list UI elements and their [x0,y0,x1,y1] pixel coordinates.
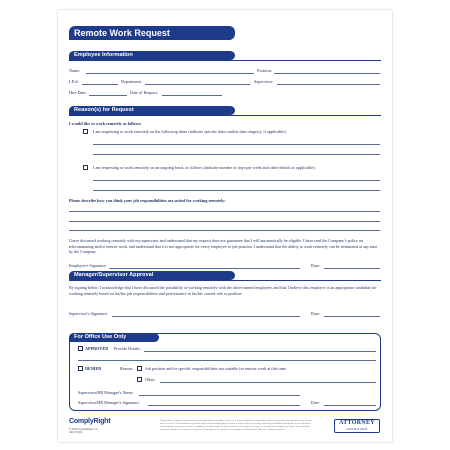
manager-approval-heading: Manager/Supervisor Approval [69,271,235,280]
id-field[interactable] [82,84,118,85]
hr-date-label: Date: [311,400,321,405]
form-title: Remote Work Request [69,26,235,40]
denied-checkbox[interactable] [78,366,83,371]
department-field[interactable] [145,84,250,85]
hr-name-label: Supervisor/HR Manager's Name: [78,390,134,395]
acknowledgement-text: I have discussed working remotely with my supervisor and understand that my request does not guarantee that I will automatically be eligible. I have read the Company's policy on telecommuting and/or remote work, and understand that it is not appropriate for every employee or job position. I understand that the ability to work remotely can be terminated at any time by the Company. [69,238,378,255]
position-label: Position: [257,68,272,73]
attorney-badge-text: ATTORNEY [339,420,375,426]
specific-dates-label: I am requesting to work remotely on the following dates (indicate specific dates and/or date range(s), if applicable): [93,129,287,134]
copyright-text: © 2016 ComplyRight, Inc. [69,428,99,431]
reasons-intro: I would like to work remotely as follows: [69,121,142,126]
employee-signature-label: Employee's Signature: [69,263,107,268]
approved-label: APPROVED [85,346,109,351]
hr-signature-label: Supervisor/HR Manager's Signature: [78,400,140,405]
reason-label: Reason: [120,366,134,371]
position-field[interactable] [274,73,380,74]
describe-prompt: Please describe how you think your job responsibilities are suited for working remotely: [69,198,226,203]
form-number: A0173 (NS) [69,431,83,434]
hr-signature-field[interactable] [148,405,300,406]
manager-statement: By signing below, I acknowledge that I have discussed the possibility of working remotely with the above named employee, and that I believe this employee is an appropriate candidate for working remotely based on his/her job responsibilities and performance in his/her current role or position. [69,285,377,296]
reason-other-field[interactable] [160,382,376,383]
provide-details-line-2[interactable] [78,360,376,361]
approved-checkbox[interactable] [78,346,83,351]
reason-other-label: Other: [145,377,156,382]
ongoing-basis-label: I am requesting to work remotely on an ongoing basis, as follows (indicate number of days per week and other details as applicable): [93,165,316,170]
reasons-heading: Reason(s) for Request [69,106,235,115]
supervisor-label: Supervisor: [254,79,274,84]
id-label: I.D.#: [69,79,79,84]
supervisor-signature-label: Supervisor's Signature: [69,311,108,316]
attorney-approved-badge [334,419,380,433]
approved-badge-text: APPROVED [346,427,368,431]
department-label: Department: [121,79,142,84]
office-use-heading: For Office Use Only [69,333,159,342]
specific-dates-line-2[interactable] [93,154,380,155]
name-field[interactable] [86,73,254,74]
hire-date-label: Hire Date: [69,90,87,95]
request-date-label: Date of Request: [130,90,159,95]
specific-dates-line-1[interactable] [93,144,380,145]
hire-date-field[interactable] [89,95,127,96]
legal-disclaimer: This product is designed to provide accurate and authoritative information. However, it is not a substitute for legal advice and does not provide legal opinions on any specific facts or services. This information is provided with the understanding that any person or entity involved in creating, producing or distributing this product is not responsible for any damages arising out of the use or inability to use this product. Federal and state laws are subject to change; we recommend consulting your legal counsel regarding any specific questions or concerns you may have. Form may not be reproduced or transmitted, electronically or otherwise, without permission. [160,420,312,431]
name-label: Name: [69,68,81,73]
employee-date-label: Date: [311,263,321,268]
denied-label: DENIED [85,366,102,371]
describe-line-2[interactable] [69,221,380,222]
reason-other-checkbox[interactable] [137,377,142,382]
employee-info-heading: Employee Information [69,51,235,60]
hr-name-field[interactable] [139,395,300,396]
section-divider [69,60,381,61]
ongoing-basis-line-1[interactable] [93,180,380,181]
ongoing-basis-checkbox[interactable] [83,165,88,170]
complyright-logo: ComplyRight [69,418,111,425]
provide-details-field[interactable] [144,351,376,352]
provide-details-label: Provide Details: [114,346,142,351]
supervisor-signature-field[interactable] [112,316,300,317]
supervisor-date-label: Date: [311,311,321,316]
supervisor-date-field[interactable] [324,316,380,317]
hr-date-field[interactable] [324,405,376,406]
describe-line-1[interactable] [69,211,380,212]
reason-unsuitable-label: Job position and/or specific responsibilities not suitable for remote work at this time [145,366,286,371]
section-divider [69,115,381,116]
employee-date-field[interactable] [324,268,380,269]
section-divider [69,280,381,281]
form-sheet [58,10,392,442]
employee-signature-field[interactable] [109,268,300,269]
specific-dates-checkbox[interactable] [83,129,88,134]
request-date-field[interactable] [162,95,222,96]
ongoing-basis-line-2[interactable] [93,190,380,191]
describe-line-3[interactable] [69,230,380,231]
supervisor-field[interactable] [277,84,380,85]
reason-unsuitable-checkbox[interactable] [137,366,142,371]
